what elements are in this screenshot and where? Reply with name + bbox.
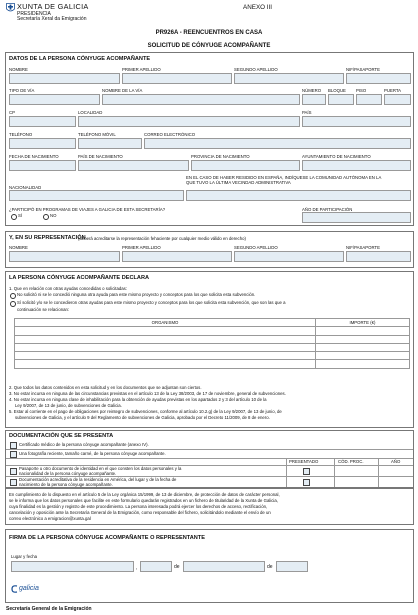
participo-no-radio[interactable] bbox=[43, 214, 49, 220]
opt-no-ayuda-radio[interactable] bbox=[10, 293, 16, 299]
puerta-label: PUERTA bbox=[384, 88, 402, 93]
bloque-field[interactable] bbox=[328, 94, 354, 105]
rep-note: (deberá acreditarse la representación fehaciente por cualquier medio válido en derecho) bbox=[78, 236, 246, 241]
importe-cell[interactable] bbox=[316, 352, 410, 360]
tipo-via-field[interactable] bbox=[9, 94, 100, 105]
organismo-cell[interactable] bbox=[15, 335, 316, 343]
participo-si-radio[interactable] bbox=[11, 214, 17, 220]
rep-primer-apellido-label: PRIMER APELLIDO bbox=[122, 245, 161, 250]
doc1-checkbox[interactable] bbox=[10, 442, 17, 449]
doc4-presentado-checkbox[interactable] bbox=[303, 479, 310, 486]
declara-section-title: LA PERSONA CÓNYUGE ACOMPAÑANTE DECLARA bbox=[9, 275, 150, 281]
cp-field[interactable] bbox=[9, 116, 76, 127]
pais-nac-field[interactable] bbox=[78, 160, 189, 171]
importe-cell[interactable] bbox=[316, 343, 410, 351]
privacy-line-3: cuya finalidad es la gestión y registro de este procedimiento. La persona interesada podrá ejercer los derechos de acceso, rectificación, bbox=[9, 504, 268, 509]
doc2-checkbox[interactable] bbox=[10, 451, 17, 458]
rep-nif-field[interactable] bbox=[346, 251, 411, 262]
sep-comma: , bbox=[136, 565, 138, 571]
privacy-line-4: cancelación y oposición ante la Secretaría General de la Emigración, como responsable del fichero, solicitándolo mediante el envío de un bbox=[9, 510, 271, 515]
doc3-checkbox[interactable] bbox=[10, 468, 17, 475]
bloque-label: BLOQUE bbox=[328, 88, 346, 93]
table-row bbox=[15, 360, 410, 368]
sub-dept-name: Secretaría Xeral da Emigración bbox=[17, 16, 87, 22]
provincia-nac-label: PROVINCIA DE NACIMIENTO bbox=[191, 154, 250, 159]
ayudas-table bbox=[14, 318, 410, 369]
localidad-label: LOCALIDAD bbox=[78, 110, 103, 115]
piso-field[interactable] bbox=[356, 94, 382, 105]
rep-nombre-label: NOMBRE bbox=[9, 245, 28, 250]
telefono-movil-field[interactable] bbox=[78, 138, 142, 149]
nacionalidad-label: NACIONALIDAD bbox=[9, 185, 42, 190]
rep-nif-label: NIF/PASAPORTE bbox=[346, 245, 380, 250]
table-row bbox=[15, 343, 410, 351]
declara-section bbox=[5, 271, 414, 428]
pais-label: PAÍS bbox=[302, 110, 312, 115]
nombre-via-field[interactable] bbox=[102, 94, 300, 105]
importe-cell[interactable] bbox=[316, 360, 410, 368]
opt-si-ayuda-text-2: continuación se relacionan: bbox=[17, 307, 70, 312]
declara-item-4a: 4. No estar incursa en ninguna clase de inhabilitación para la obtención de ayudas previstas en los apartados 2 y 3 del artículo 10 de la bbox=[9, 397, 267, 402]
declara-item-5a: 5. Estar al corriente en el pago de obligaciones por reintegro de subvenciones, conforme al artículo 10.2.g) de la Ley 9/2007, de 13 de junio, de bbox=[9, 409, 282, 414]
galicia-logo-text: galicia bbox=[19, 585, 39, 592]
correo-label: CORREO ELECTRÓNICO bbox=[144, 132, 196, 137]
anio-participacion-field[interactable] bbox=[302, 212, 411, 223]
ayuntamiento-nac-label: AYUNTAMIENTO DE NACIMIENTO bbox=[302, 154, 371, 159]
col-anio-header: AÑO bbox=[391, 459, 401, 464]
importe-cell[interactable] bbox=[316, 327, 410, 335]
comunidad-autonoma-field[interactable] bbox=[186, 190, 411, 201]
segundo-apellido-field[interactable] bbox=[234, 73, 344, 84]
signature-section bbox=[5, 529, 414, 603]
doc4-text-2: nacimiento de la persona cónyuge acompañante. bbox=[19, 482, 113, 487]
opt-si-ayuda-text-1: Sí solicitó y/o se le concedieron otras ayudas para este mismo proyecto y conceptos para los que solicita esta subvención, que son las que a bbox=[17, 300, 286, 305]
anio-participacion-label: AÑO DE PARTICIPACIÓN bbox=[302, 207, 353, 212]
rep-segundo-apellido-field[interactable] bbox=[234, 251, 344, 262]
telefono-movil-label: TELÉFONO MÓVIL bbox=[78, 132, 116, 137]
rep-primer-apellido-field[interactable] bbox=[122, 251, 232, 262]
sep-de-1: de bbox=[174, 564, 180, 570]
doc4-checkbox[interactable] bbox=[10, 479, 17, 486]
numero-label: NÚMERO bbox=[302, 88, 322, 93]
nombre-label: NOMBRE bbox=[9, 67, 28, 72]
cp-label: CP bbox=[9, 110, 15, 115]
coat-of-arms-icon bbox=[6, 3, 15, 13]
importe-cell[interactable] bbox=[316, 335, 410, 343]
ayuntamiento-nac-field[interactable] bbox=[302, 160, 411, 171]
privacy-line-5: correo electrónico a emigracion@xunta.gal bbox=[9, 516, 91, 521]
col-organismo-header: ORGANISMO bbox=[15, 319, 316, 327]
si-label: SÍ bbox=[18, 213, 23, 218]
primer-apellido-label: PRIMER APELLIDO bbox=[122, 67, 161, 72]
participo-label: ¿PARTICIPÓ EN PROGRAMAS DE VIAJES A GALICIA DE ESTA SECRETARÍA? bbox=[9, 207, 166, 212]
doc2-text: Una fotografía reciente, tamaño carné, de la persona cónyuge acompañante. bbox=[19, 451, 166, 456]
piso-label: PISO bbox=[356, 88, 367, 93]
doc4-text-1: Documentación acreditativa de la residencia en América, del lugar y de la fecha de bbox=[19, 477, 177, 482]
correo-field[interactable] bbox=[144, 138, 411, 149]
rep-nombre-field[interactable] bbox=[9, 251, 120, 262]
galicia-logo-icon bbox=[10, 584, 19, 594]
table-row bbox=[15, 352, 410, 360]
table-row bbox=[15, 335, 410, 343]
numero-field[interactable] bbox=[302, 94, 326, 105]
privacy-line-2: se le informa que los datos personales que facilite en este formulario quedarán registrados en un fichero de titularidad de la Xunta de Galicia, bbox=[9, 498, 278, 503]
doc1-text: Certificado médico de la persona cónyuge acompañante (anexo IV). bbox=[19, 442, 149, 447]
declara-item-5b: subvenciones de Galicia, y el artículo 9 del Reglamento de subvenciones de Galicia, aprobado por el Decreto 11/2009, de 8 de enero. bbox=[15, 415, 270, 420]
organismo-cell[interactable] bbox=[15, 343, 316, 351]
col-cod-header: CÓD. PROC. bbox=[338, 459, 364, 464]
table-row bbox=[15, 327, 410, 335]
fecha-nac-field[interactable] bbox=[9, 160, 76, 171]
representative-section bbox=[5, 231, 414, 268]
form-title: SOLICITUD DE CÓNYUGE ACOMPAÑANTE bbox=[147, 43, 271, 49]
privacy-line-1: En cumplimiento de lo dispuesto en el artículo 5 de la Ley orgánica 15/1999, de 13 de diciembre, de protección de datos de carácter personal, bbox=[9, 492, 280, 497]
doc3-presentado-checkbox[interactable] bbox=[303, 468, 310, 475]
mes-field[interactable] bbox=[183, 561, 265, 572]
dept-name: PRESIDENCIA bbox=[17, 11, 51, 17]
puerta-field[interactable] bbox=[384, 94, 411, 105]
declara-item-2: 2. Que todos los datos contenidos en esta solicitud y en los documentos que se adjuntan son ciertos. bbox=[9, 385, 202, 390]
lugar-field[interactable] bbox=[11, 561, 134, 572]
no-label: NO bbox=[50, 213, 57, 218]
privacy-notice bbox=[5, 488, 414, 525]
lugar-fecha-label: Lugar y fecha bbox=[11, 554, 38, 559]
opt-no-ayuda-text: No solicitó ni se le concedió ninguna otra ayuda para este mismo proyecto y conceptos para los que solicita esta subvención. bbox=[17, 292, 256, 297]
org-name: XUNTA DE GALICIA bbox=[17, 2, 89, 11]
declara-item-3: 3. No estar incursa en ninguna de las circunstancias previstas en el artículo 13 de la Ley 38/2003, de 17 de noviembre, general de subvenciones. bbox=[9, 391, 286, 396]
nif-label: NIF/PASAPORTE bbox=[346, 67, 380, 72]
col-importe-header: IMPORTE (€) bbox=[316, 319, 410, 327]
annex-label: ANEXO III bbox=[243, 4, 273, 11]
dia-field[interactable] bbox=[140, 561, 172, 572]
nombre-via-label: NOMBRE DE LA VÍA bbox=[102, 88, 143, 93]
doc3-text-1: Pasaporte u otro documento de identidad en el que consten los datos personales y la bbox=[19, 466, 182, 471]
spouse-data-section bbox=[5, 52, 414, 226]
procedure-code: PR926A - REENCUENTROS EN CASA bbox=[155, 30, 263, 36]
nombre-field[interactable] bbox=[9, 73, 120, 84]
provincia-nac-field[interactable] bbox=[191, 160, 300, 171]
nif-field[interactable] bbox=[346, 73, 411, 84]
rep-section-title: Y, EN SU REPRESENTACIÓN bbox=[9, 235, 86, 241]
primer-apellido-field[interactable] bbox=[122, 73, 232, 84]
segundo-apellido-label: SEGUNDO APELLIDO bbox=[234, 67, 278, 72]
declara-item-1: 1. Que en relación con otras ayudas concedidas o solicitadas: bbox=[9, 286, 127, 291]
rep-segundo-apellido-label: SEGUNDO APELLIDO bbox=[234, 245, 278, 250]
declara-item-4b: Ley 9/2007, de 13 de junio, de subvenciones de Galicia. bbox=[15, 403, 122, 408]
organismo-cell[interactable] bbox=[15, 352, 316, 360]
docs-section bbox=[5, 430, 414, 488]
doc3-text-2: nacionalidad de la persona cónyuge acompañante. bbox=[19, 471, 117, 476]
recipient-label: Secretaría General de la Emigración bbox=[6, 606, 92, 612]
opt-si-ayuda-radio[interactable] bbox=[10, 301, 16, 307]
telefono-field[interactable] bbox=[9, 138, 76, 149]
tipo-via-label: TIPO DE VÍA bbox=[9, 88, 35, 93]
anio-field[interactable] bbox=[276, 561, 308, 572]
localidad-field[interactable] bbox=[78, 116, 300, 127]
signature-title: FIRMA DE LA PERSONA CÓNYUGE ACOMPAÑANTE O REPRESENTANTE bbox=[9, 535, 205, 541]
spouse-section-title: DATOS DE LA PERSONA CÓNYUGE ACOMPAÑANTE bbox=[9, 56, 151, 62]
col-presentado-header: PRESENTADO bbox=[289, 459, 319, 464]
organismo-cell[interactable] bbox=[15, 327, 316, 335]
pais-field[interactable] bbox=[302, 116, 411, 127]
residencia-note: EN EL CASO DE HABER RESIDIDO EN ESPAÑA, INDÍQUESE LA COMUNIDAD AUTÓNOMA EN LA QUE TUVO LA ÚLTIMA VECINDAD ADMINISTRATIVA bbox=[186, 175, 382, 186]
organismo-cell[interactable] bbox=[15, 360, 316, 368]
pais-nac-label: PAÍS DE NACIMIENTO bbox=[78, 154, 123, 159]
docs-section-title: DOCUMENTACIÓN QUE SE PRESENTA bbox=[9, 433, 114, 439]
fecha-nac-label: FECHA DE NACIMIENTO bbox=[9, 154, 59, 159]
sep-de-2: de bbox=[267, 564, 273, 570]
nacionalidad-field[interactable] bbox=[9, 190, 184, 201]
telefono-label: TELÉFONO bbox=[9, 132, 33, 137]
